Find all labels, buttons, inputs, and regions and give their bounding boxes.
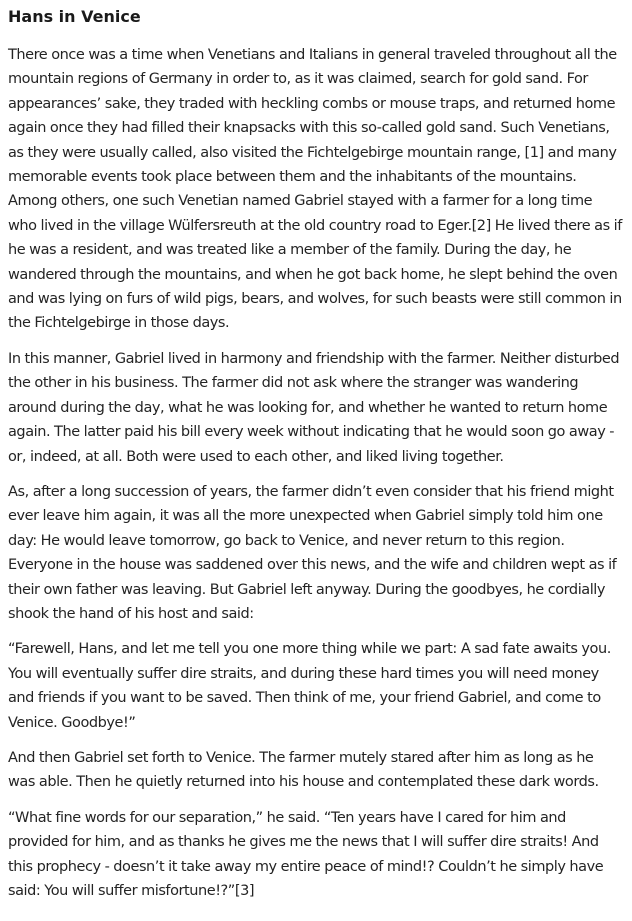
paragraph-1: There once was a time when Venetians and Italians in general traveled throughout all the mountain regions of Germany in order to, as it was claimed, search for gold sand. For appearances’ sake, they traded with heckling combs or mouse traps, and returned home again once they had filled their knapsacks with this so-called gold sand. Such Venetians, as they were usually called, also visited the Fichtelgebirge mountain range, [1] and many memorable events took place between them and the inhabitants of the mountains. Among others, one such Venetian named Gabriel stayed with a farmer for a long time who lived in the village Wülfersreuth at the old country road to Eger.[2] He lived there as if he was a resident, and was treated like a member of the family. During the day, he wandered through the mountains, and when he got back home, he slept behind the oven and was lying on furs of wild pigs, bears, and wolves, for such beasts were still common in the Fichtelgebirge in those days. bbox=[8, 47, 622, 332]
paragraph-4: “Farewell, Hans, and let me tell you one more thing while we part: A sad fate awaits you. You will eventually suffer dire straits, and during these hard times you will need money and friends if you want to be saved. Then think of me, your friend Gabriel, and come to Venice. Goodbye!” bbox=[8, 641, 611, 731]
paragraph-5: And then Gabriel set forth to Venice. The farmer mutely stared after him as long as he was able. Then he quietly returned into his house and contemplated these dark words. bbox=[8, 749, 599, 791]
paragraph-2: In this manner, Gabriel lived in harmony and friendship with the farmer. Neither disturbed the other in his business. The farmer did not ask where the stranger was wandering around during the day, what he was looking for, and whether he wanted to return home again. The latter paid his bill every week without indicating that he would soon go away - or, indeed, at all. Both were used to each other, and liked living together. bbox=[8, 350, 620, 465]
paragraph-3: As, after a long succession of years, the farmer didn’t even consider that his friend might ever leave him again, it was all the more unexpected when Gabriel simply told him one day: He would leave tomorrow, go back to Venice, and never return to this region. Everyone in the house was saddened over this news, and the wife and children wept as if their own father was leaving. But Gabriel left anyway. During the goodbyes, he cordially shook the hand of his host and said: bbox=[8, 483, 617, 622]
paragraph-6: “What fine words for our separation,” he said. “Ten years have I cared for him and provided for him, and as thanks he gives me the news that I will suffer dire straits! And this prophecy - doesn’t it take away my entire peace of mind!? Couldn’t he simply have said: You will suffer misfortune!?”[3] bbox=[8, 809, 604, 899]
document-title: Hans in Venice bbox=[8, 7, 141, 26]
